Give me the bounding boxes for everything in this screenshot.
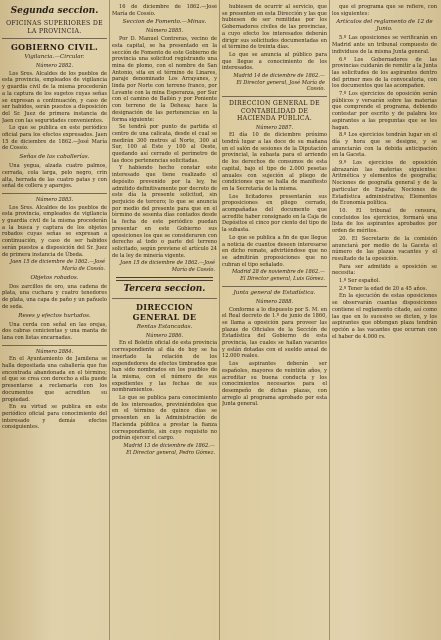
paragraph: 8.º Los ejercicios tendrán lugar en el día y hora que se designe, y se anunciarán con la debida anticipación en la Gaceta. — [332, 132, 437, 159]
subheading: Junta general de Estadística. — [233, 289, 316, 296]
subheading: Artículos del reglamento de 12 de Junio. — [336, 19, 433, 33]
direction-heading: DIRECCION GENERAL DE — [132, 301, 197, 322]
paragraph: Por D. Manuel Contreras, vecino de esta capital, se ha presentado en la sección de Fomento de este Gobierno de provincia una solicitud registrando una mina de plomo, con el nombre de San Antonio, sita en el término de Linares, paraje denominado Los Arrayanes, y linda por Norte con terreno franco, por Levante con la mina Esperanza, por Sur con el camino de Bailén y por Poniente con terreno de la Dehesa; hace la designación de las pertenencias en la forma siguiente: — [112, 36, 217, 123]
civil-gov-heading: GOBIERNO CIVIL. — [10, 42, 99, 52]
signature: Jaen 15 de diciembre de 1862.—José María de Cossío. — [10, 259, 105, 272]
notice-number: Número 2883. — [35, 196, 74, 203]
paragraph: Una cerda con señal en las orejas, dos cabras cenicientas y una manta de lana con listas encarnadas. — [2, 321, 107, 341]
paragraph: 10. El tribunal de censura, concluidos los ejercicios, formará una lista de los aspirantes aprobados por orden de méritos. — [332, 207, 437, 235]
subheading: Reses y efectos hurtados. — [18, 312, 91, 319]
paragraph: Una yegua, alzada cuatro palmos, cerrada, cola larga, pelo negro, crin alta, herrada de las cuatro patas y con señal de collera y aparejos. — [2, 163, 107, 190]
column-rule — [109, 0, 110, 640]
paragraph: 5.º Las oposiciones se verificarán en Madrid ante un tribunal compuesto de individuos de la misma Junta general. — [332, 35, 437, 55]
subheading: Objetos robados. — [30, 274, 79, 281]
offices-heading: OFICINAS SUPERIORES DE LA PROVINCIA. — [6, 20, 103, 35]
paragraph: En el Boletín oficial de esta provincia correspondiente al día de hoy se ha insertado la relación de los expendedores de efectos timbrados que han sido nombrados en los pueblos de la misma, con el número de sus expedientes y las fechas de sus nombramientos. — [112, 340, 217, 394]
paragraph: En su virtud se publica en este periódico oficial para conocimiento del interesado y demás efectos consiguientes. — [2, 404, 107, 431]
paragraph: Los Sres. Alcaldes de los pueblos de esta provincia, empleados de vigilancia y guardia civil de la misma procederán a la captura de los sugetos cuyas señas se expresan a continuación, y caso de ser habidos, serán puestos a disposición del Sr. Juez de primera instancia de Jaen con las seguridades convenientes. — [2, 70, 107, 124]
divider — [112, 298, 217, 299]
paragraph: Los Sres. Alcaldes de los pueblos de esta provincia, empleados de vigilancia y guardia civil de la misma procederán a la busca y captura de los objetos robados cuyas señas se expresan a continuación, y caso de ser habidos serán puestos a disposición del Sr. Juez de primera instancia de Úbeda. — [2, 204, 107, 258]
paragraph: Los licitadores presentarán sus proposiciones en pliego cerrado, acompañadas del documento que acredite haber consignado en la Caja de Depósitos el cinco por ciento del tipo de la subasta. — [222, 193, 327, 234]
paragraph: 20. El Secretario de la comisión anunciará por medio de la Gaceta el número de las plazas vacantes y el resultado de la oposición. — [332, 235, 437, 262]
column-2 — [112, 4, 217, 638]
paragraph: Para ser admitido a oposición se necesita: — [332, 263, 437, 277]
notice-number: Número 2886. — [145, 332, 184, 339]
paragraph: hubiesen de ocurrir al servicio, que se presenten en esta Dirección y las que hubiesen de ser remitidas por los Gobernadores civiles de las provincias, a cuyo efecto los interesados deberán dirigir sus solicitudes documentadas en el término de treinta días. — [222, 4, 327, 51]
divider — [222, 286, 327, 287]
paragraph: 7.º Los ejercicios de oposición serán públicos y versarán sobre las materias que comprende el programa, debiendo contestar por escrito y de palabra los aspirantes a las preguntas que se les hagan. — [332, 91, 437, 131]
paragraph: En la ejecución de estas oposiciones se observarán cuantas disposiciones contiene el reglamento citado, así como las que en lo sucesivo se dicten, y los aspirantes que obtengan plaza tendrán opción a las vacantes que ocurran con el haber de 4.000 rs. — [332, 293, 437, 340]
vigilance-heading: Vigilancia.—Circular. — [24, 54, 85, 60]
direction-subheading: Rentas Estancadas. — [136, 323, 193, 330]
notice-number: Número 2885. — [145, 28, 184, 35]
paragraph: Los aspirantes deberán ser españoles, mayores de veintiún años, y acreditar su buena conducta y los conocimientos necesarios para el desempeño de dichas plazas, con arreglo al programa aprobado por esta Junta general. — [222, 361, 327, 408]
signature: Madrid 13 de diciembre de 1862.—El Director general, Pedro Gómez. — [123, 442, 215, 456]
section-title: Segunda seccion. — [10, 6, 99, 16]
paragraph: Lo que se anuncia al público para que llegue a conocimiento de los interesados. — [222, 51, 327, 72]
notice-number: Número 2888. — [255, 298, 294, 305]
signature: Madrid 14 de diciembre de 1862.—El Director general, José María de Cossío. — [233, 73, 325, 93]
notice-number: Número 2882. — [35, 63, 74, 69]
direction-heading: DIRECCION GENERAL DE CONTABILIDAD DE HACIENDA PÚBLICA. — [228, 100, 321, 123]
section-title: Tercera seccion. — [123, 283, 206, 294]
divider — [2, 38, 107, 39]
paragraph: Y habiendo hecho constar este interesado que tiene realizado el depósito prevenido por la ley, he admitido definitivamente por decreto de este día la presente solicitud, sin perjuicio de tercero; lo que se anuncia por medio del presente para que en el término de sesenta días contados desde la fecha de este periódico puedan presentar en este Gobierno sus oposiciones los que se consideraren con derecho al todo o parte del terreno solicitado, según previene el artículo 24 de la ley de minería vigente. — [112, 165, 217, 259]
paragraph: 1.º Ser español. — [339, 278, 380, 285]
column-4 — [332, 4, 437, 638]
paragraph: Lo que se publica para conocimiento de los interesados, previniéndoles que en el término de quince días se presenten en la Administración de Hacienda pública a prestar la fianza correspondiente, sin cuyo requisito no podrán ejercer el cargo. — [112, 395, 217, 442]
notice-number: Número 2884. — [35, 348, 74, 355]
double-divider — [116, 277, 213, 281]
paragraph: que el programa que se refiere, con los siguientes: — [332, 4, 437, 17]
column-rule — [329, 0, 330, 640]
divider — [2, 193, 107, 194]
subheading: Señas de las caballerías. — [19, 154, 90, 161]
column-rule — [219, 0, 220, 640]
paragraph: El día 10 de diciembre próximo tendrá lugar a las doce de su mañana en el salón de sesiones de la Diputación provincial, la subasta para el arriendo de los derechos de consumos de esta capital, bajo el tipo de 2.000 pesetas anuales con sujeción al pliego de condiciones que se halla de manifiesto en la Secretaría de la misma. — [222, 132, 327, 192]
divider — [2, 345, 107, 346]
paragraph: 2.º Tener la edad de 20 a 45 años. — [339, 285, 428, 292]
notice-number: Número 2887. — [255, 124, 294, 131]
paragraph: 16 de diciembre de 1862.—José María de Cossío. — [112, 4, 217, 17]
column-1 — [2, 4, 107, 638]
paragraph: Se tendrá por punto de partida el centro de una calicata, desde el cual se medirán 300 metros al Norte, 300 al Sur, 100 al Este y 100 al Oeste, quedando así cerrado el perímetro de las doce pertenencias solicitadas. — [112, 124, 217, 164]
signature: Madrid 28 de noviembre de 1862.—El Director general, Luis Gómez. — [231, 269, 325, 283]
paragraph: Lo que se publica a fin de que llegue a noticia de cuantos deseen interesarse en dicho remate, advirtiéndose que no se admitirán proposiciones que no cubran el tipo señalado. — [222, 234, 327, 268]
paragraph: Dos zarcillos de oro, una cadena de plata, una cuchara y cuatro tenedores de plata, una capa de paño y un pañuelo de seda. — [2, 283, 107, 310]
paragraph: Conforme a lo dispuesto por S. M. en el Real decreto de 1.º de junio de 1860, se llama a oposición para proveer las plazas de Oficiales de la Sección de Estadística del Gobierno de esta provincia, las cuales se hallan vacantes y están dotadas con el sueldo anual de 12.000 reales. — [222, 306, 327, 360]
paragraph: En el Ayuntamiento de Jamilena se halla depositada una caballería que fue encontrada abandonada en el término; el que se crea con derecho a ella puede presentarse a reclamarla con los documentos que acrediten su propiedad. — [2, 356, 107, 403]
paragraph: Lo que se publica en este periódico oficial para los efectos expresados. Jaen 15 de diciembre de 1862.—José María de Cossío. — [2, 125, 107, 152]
signature: Jaen 15 de diciembre de 1862.—José María de Cossío. — [120, 260, 215, 274]
paragraph: 6.º Los Gobernadores de las provincias cuidarán de remitir a la Junta las solicitudes de los aspirantes dentro del primer mes de la convocatoria, con los documentos que las acompañen. — [332, 56, 437, 90]
subheading: Seccion de Fomento.—Minas. — [122, 19, 207, 26]
paragraph: 9.º Los ejercicios de oposición abrazarán las materias siguientes: Aritmética y elementos de geografía; Nociones de geografía general y de la particular de España; Nociones de Estadística administrativa; Elementos de Economía política. — [332, 160, 437, 207]
column-3 — [222, 4, 327, 638]
divider — [222, 96, 327, 97]
